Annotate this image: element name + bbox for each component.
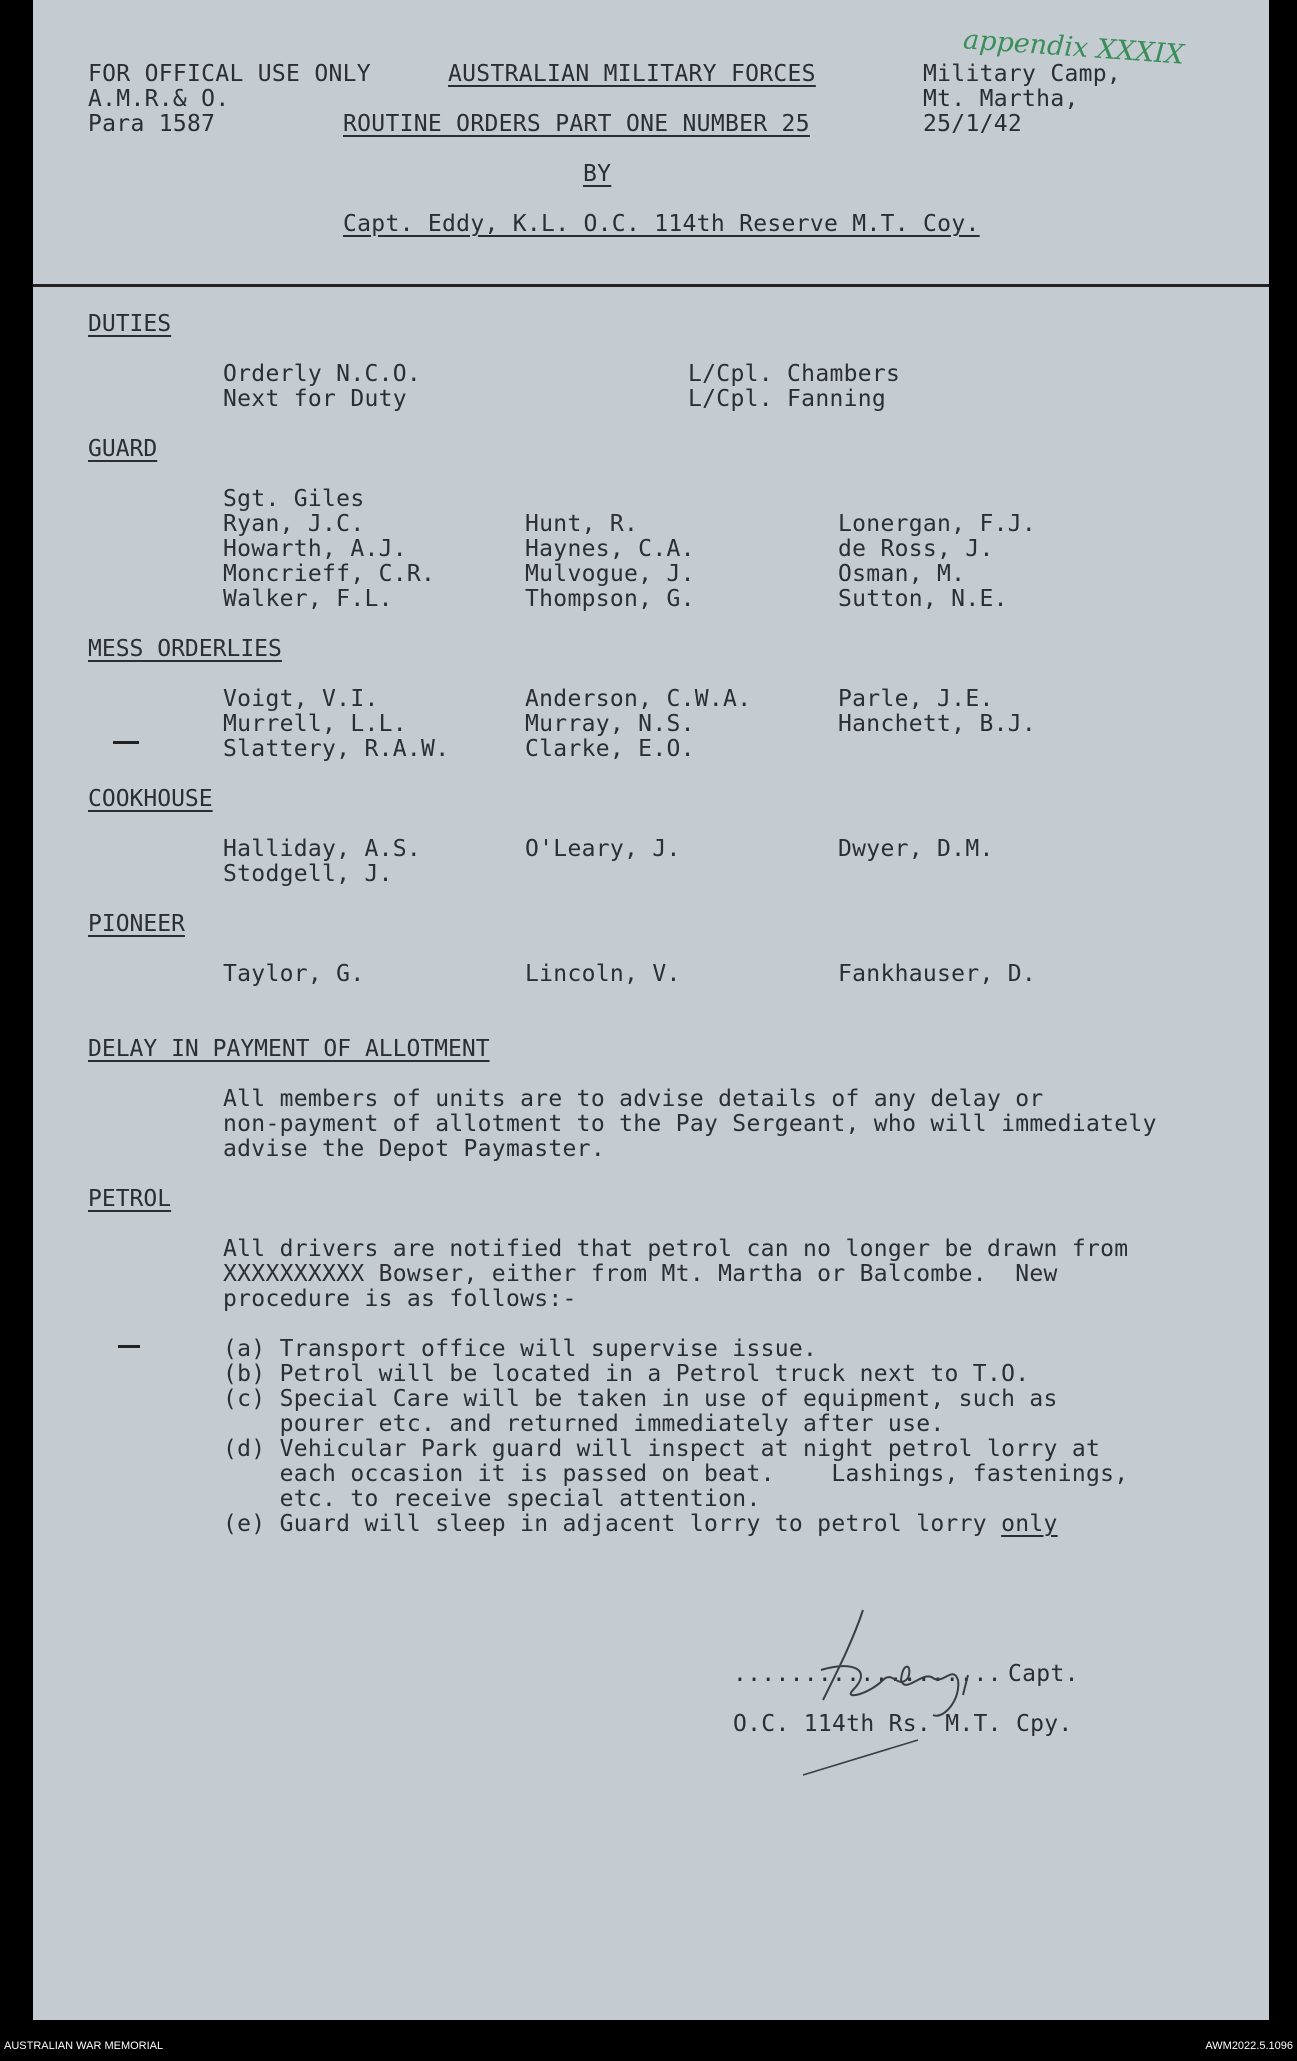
mess-name: Murrell, L.L. xyxy=(223,711,407,737)
petrol-item: (c) Special Care will be taken in use of equipment, such as xyxy=(223,1386,1058,1412)
petrol-line: XXXXXXXXXX Bowser, either from Mt. Martha or Balcombe. New xyxy=(223,1261,1058,1287)
mess-name: Anderson, C.W.A. xyxy=(525,686,752,712)
mess-name: Clarke, E.O. xyxy=(525,736,695,762)
duties-role: Next for Duty xyxy=(223,386,407,412)
guard-name: de Ross, J. xyxy=(838,536,994,562)
header-by: BY xyxy=(583,161,612,187)
cookhouse-name: Stodgell, J. xyxy=(223,861,393,887)
margin-mark xyxy=(113,741,139,744)
petrol-line: All drivers are notified that petrol can no longer be drawn from xyxy=(223,1236,1129,1262)
mess-name: Murray, N.S. xyxy=(525,711,695,737)
header-left-line-1: FOR OFFICAL USE ONLY xyxy=(88,61,371,87)
petrol-item: each occasion it is passed on beat. Lashings, fastenings, xyxy=(223,1461,1129,1487)
guard-name: Hunt, R. xyxy=(525,511,639,537)
guard-heading: GUARD xyxy=(88,436,158,462)
guard-name: Moncrieff, C.R. xyxy=(223,561,436,587)
mess-name: Parle, J.E. xyxy=(838,686,994,712)
guard-name: Howarth, A.J. xyxy=(223,536,407,562)
header-issuer: Capt. Eddy, K.L. O.C. 114th Reserve M.T. Coy. xyxy=(343,211,980,237)
margin-mark xyxy=(118,1345,140,1348)
cookhouse-name: O'Leary, J. xyxy=(525,836,681,862)
header-subtitle: ROUTINE ORDERS PART ONE NUMBER 25 xyxy=(343,111,810,137)
mess-name: Hanchett, B.J. xyxy=(838,711,1037,737)
petrol-item: pourer etc. and returned immediately after use. xyxy=(223,1411,945,1437)
header-title: AUSTRALIAN MILITARY FORCES xyxy=(448,61,816,87)
duties-role: Orderly N.C.O. xyxy=(223,361,422,387)
guard-name: Lonergan, F.J. xyxy=(838,511,1037,537)
delay-line: All members of units are to advise details of any delay or xyxy=(223,1086,1044,1112)
signature-rank: Capt. xyxy=(1008,1661,1079,1687)
guard-lead: Sgt. Giles xyxy=(223,486,365,512)
header-left-line-3: Para 1587 xyxy=(88,111,216,137)
guard-name: Ryan, J.C. xyxy=(223,511,365,537)
handwritten-signature xyxy=(793,1600,1053,1780)
delay-line: advise the Depot Paymaster. xyxy=(223,1136,605,1162)
pioneer-name: Taylor, G. xyxy=(223,961,365,987)
guard-name: Walker, F.L. xyxy=(223,586,393,612)
cookhouse-heading: COOKHOUSE xyxy=(88,786,213,812)
petrol-item: (b) Petrol will be located in a Petrol truck next to T.O. xyxy=(223,1361,1030,1387)
guard-name: Mulvogue, J. xyxy=(525,561,695,587)
footer-left: AUSTRALIAN WAR MEMORIAL xyxy=(4,2040,164,2052)
emphasis-only: only xyxy=(1001,1511,1058,1537)
header-left-line-2: A.M.R.& O. xyxy=(88,86,230,112)
header-right-line-1: Military Camp, xyxy=(923,61,1122,87)
guard-name: Sutton, N.E. xyxy=(838,586,1008,612)
pioneer-name: Fankhauser, D. xyxy=(838,961,1037,987)
pioneer-name: Lincoln, V. xyxy=(525,961,681,987)
petrol-line: procedure is as follows:- xyxy=(223,1286,577,1312)
handwritten-annotation: appendix XXXIX xyxy=(962,24,1186,71)
mess-name: Slattery, R.A.W. xyxy=(223,736,450,762)
cookhouse-name: Dwyer, D.M. xyxy=(838,836,994,862)
petrol-item: etc. to receive special attention. xyxy=(223,1486,761,1512)
document-page xyxy=(33,0,1269,2020)
duties-name: L/Cpl. Chambers xyxy=(688,361,901,387)
signature-block: O.C. 114th Rs. M.T. Cpy. xyxy=(733,1711,1073,1737)
petrol-item: (d) Vehicular Park guard will inspect at night petrol lorry at xyxy=(223,1436,1101,1462)
pioneer-heading: PIONEER xyxy=(88,911,185,937)
delay-heading: DELAY IN PAYMENT OF ALLOTMENT xyxy=(88,1036,490,1062)
guard-name: Thompson, G. xyxy=(525,586,695,612)
signature-dots: ................... xyxy=(733,1661,1002,1687)
header-right-line-2: Mt. Martha, xyxy=(923,86,1079,112)
guard-name: Haynes, C.A. xyxy=(525,536,695,562)
header-right-line-3: 25/1/42 xyxy=(923,111,1023,137)
mess-heading: MESS ORDERLIES xyxy=(88,636,282,662)
delay-line: non-payment of allotment to the Pay Sergeant, who will immediately xyxy=(223,1111,1157,1137)
mess-name: Voigt, V.I. xyxy=(223,686,379,712)
duties-name: L/Cpl. Fanning xyxy=(688,386,887,412)
duties-heading: DUTIES xyxy=(88,311,172,337)
petrol-heading: PETROL xyxy=(88,1186,172,1212)
petrol-item-last xyxy=(223,1512,1058,1537)
footer-right: AWM2022.5.1096 xyxy=(1205,2040,1293,2052)
cookhouse-name: Halliday, A.S. xyxy=(223,836,422,862)
guard-name: Osman, M. xyxy=(838,561,966,587)
petrol-item: (a) Transport office will supervise issue. xyxy=(223,1336,818,1362)
petrol-item-text: (e) Guard will sleep in adjacent lorry to petrol lorry xyxy=(223,1511,1002,1537)
header-rule xyxy=(33,284,1269,287)
